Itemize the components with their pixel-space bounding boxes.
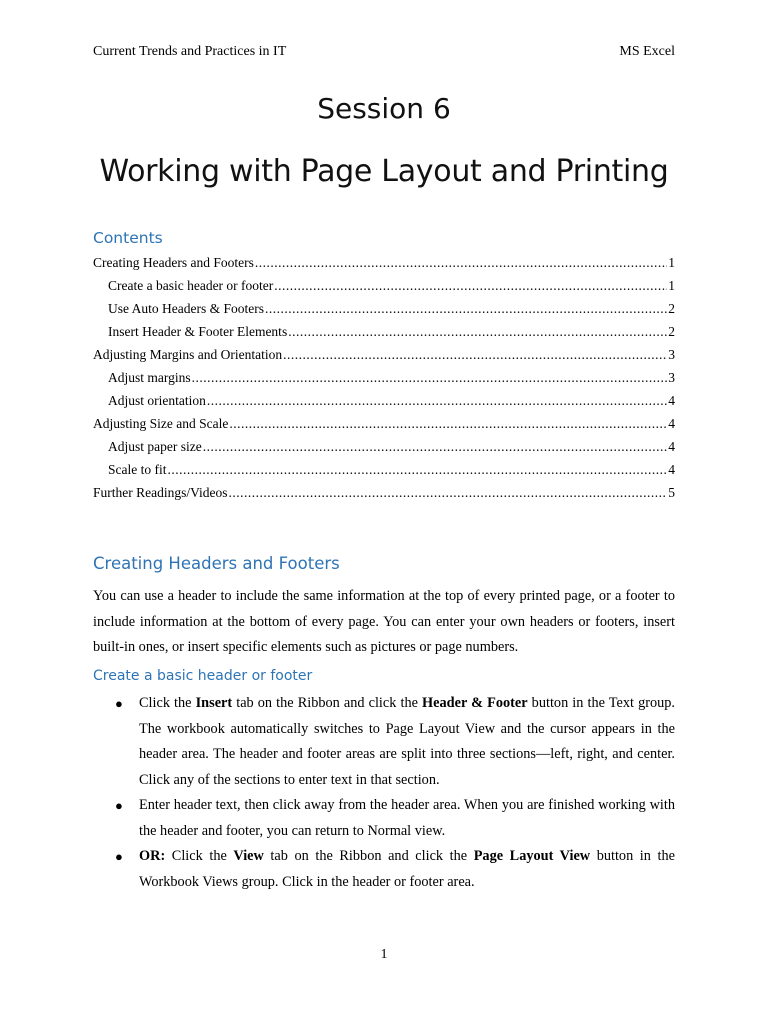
section-heading: Creating Headers and Footers [93, 554, 340, 573]
bullet-icon: ● [115, 696, 123, 711]
toc-entry-page: 1 [668, 255, 675, 270]
toc-leader-dots [167, 458, 667, 481]
running-header [93, 43, 675, 61]
text-run: Click the [139, 695, 196, 711]
toc-leader-dots [255, 251, 667, 274]
toc-leader-dots [265, 297, 667, 320]
toc-entry-label: Adjust paper size [108, 439, 202, 454]
toc-entry-paper-size[interactable] [93, 435, 675, 458]
page-number: 1 [380, 947, 388, 962]
toc-leader-dots [229, 412, 667, 435]
toc-entry-page: 4 [668, 416, 675, 431]
toc-entry-label: Scale to fit [108, 462, 167, 477]
text-run: Enter header text, then click away from the header area. When you are finished working with the header and footer, you can return to Normal view. [139, 797, 675, 839]
toc-leader-dots [203, 435, 668, 458]
instruction-list [115, 691, 675, 895]
list-item [115, 844, 675, 895]
toc-entry-page: 1 [668, 278, 675, 293]
toc-entry-creating-headers-footers[interactable] [93, 251, 675, 274]
toc-leader-dots [288, 320, 667, 343]
toc-entry-label: Create a basic header or footer [108, 278, 274, 293]
toc-entry-label: Adjust orientation [108, 393, 206, 408]
toc-entry-page: 5 [668, 485, 675, 500]
bullet-icon: ● [115, 849, 123, 864]
section-intro-paragraph: You can use a header to include the same information at the top of every printed page, or a footer to include information at the bottom of every page. You can enter your own headers or footers, insert built-in ones, or insert specific elements such as pictures or page numbers. [93, 588, 675, 655]
toc-entry-label: Further Readings/Videos [93, 485, 228, 500]
text-run: tab on the Ribbon and click the [232, 695, 423, 711]
toc-entry-basic-header-footer[interactable] [93, 274, 675, 297]
toc-leader-dots [207, 389, 667, 412]
toc-entry-label: Creating Headers and Footers [93, 255, 254, 270]
toc-entry-page: 4 [668, 439, 675, 454]
toc-leader-dots [274, 274, 667, 297]
toc-entry-size-scale[interactable] [93, 412, 675, 435]
toc-leader-dots [283, 343, 667, 366]
toc-entry-page: 4 [668, 462, 675, 477]
subsection-heading: Create a basic header or footer [93, 668, 313, 684]
text-run: tab on the Ribbon and click the [263, 848, 474, 864]
toc-entry-label: Use Auto Headers & Footers [108, 301, 264, 316]
text-run: button in the Workbook Views group. Click in the header or footer area. [139, 848, 675, 890]
table-of-contents [93, 251, 675, 504]
toc-entry-page: 2 [668, 301, 675, 316]
toc-entry-further-readings[interactable] [93, 481, 675, 504]
bold-text-header-footer: Header & Footer [422, 695, 528, 711]
text-run: Click the [165, 848, 234, 864]
toc-leader-dots [192, 366, 668, 389]
toc-entry-adjust-margins[interactable] [93, 366, 675, 389]
contents-heading: Contents [93, 229, 163, 247]
list-item [115, 691, 675, 793]
session-title: Session 6 [317, 92, 451, 125]
running-header-left: Current Trends and Practices in IT [93, 44, 287, 59]
toc-entry-auto-headers-footers[interactable] [93, 297, 675, 320]
toc-entry-scale-to-fit[interactable] [93, 458, 675, 481]
toc-entry-label: Insert Header & Footer Elements [108, 324, 288, 339]
toc-entry-page: 3 [668, 347, 675, 362]
toc-entry-page: 2 [668, 324, 675, 339]
bold-text-view: View [233, 848, 264, 864]
bold-text-page-layout-view: Page Layout View [473, 848, 591, 864]
text-run: button in the Text group. The workbook automatically switches to Page Layout View and the cursor appears in the header area. The header and footer areas are split into three sections—left, right, and center. Click any of the sections to enter text in that section. [139, 695, 675, 788]
toc-entry-label: Adjusting Size and Scale [93, 416, 229, 431]
toc-entry-header-footer-elements[interactable] [93, 320, 675, 343]
document-title: Working with Page Layout and Printing [99, 154, 669, 189]
toc-entry-label: Adjust margins [108, 370, 191, 385]
running-header-right: MS Excel [619, 44, 675, 59]
toc-entry-page: 3 [668, 370, 675, 385]
bold-text-insert: Insert [195, 695, 233, 711]
list-item [115, 793, 675, 844]
bullet-icon: ● [115, 798, 123, 813]
toc-entry-margins-orientation[interactable] [93, 343, 675, 366]
toc-entry-adjust-orientation[interactable] [93, 389, 675, 412]
toc-entry-page: 4 [668, 393, 675, 408]
bold-text-or: OR: [139, 848, 166, 864]
toc-entry-label: Adjusting Margins and Orientation [93, 347, 283, 362]
toc-leader-dots [229, 481, 668, 504]
